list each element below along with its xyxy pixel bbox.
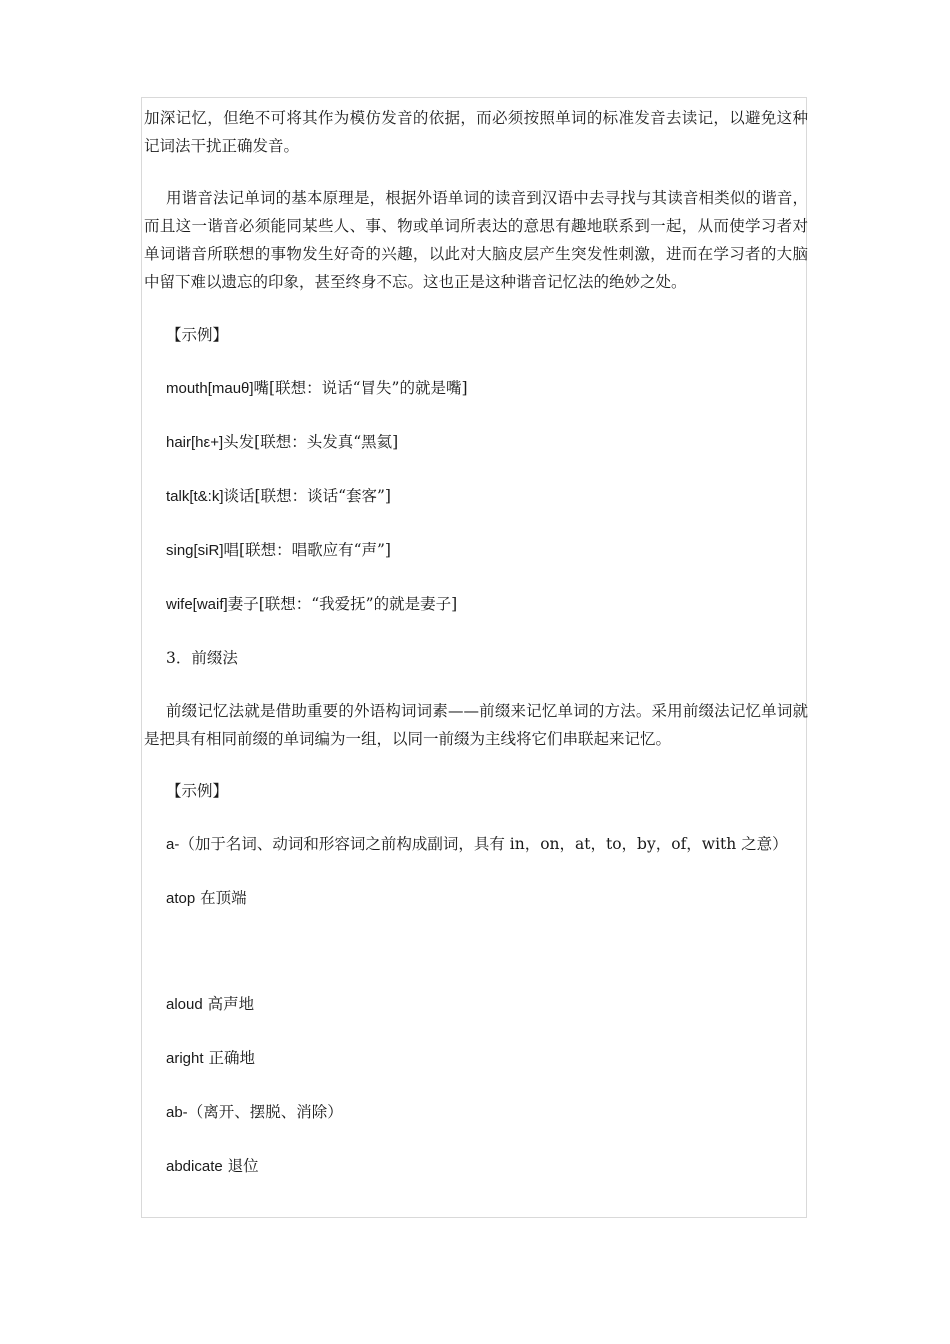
- paragraph-homophone-principle: 用谐音法记单词的基本原理是，根据外语单词的读音到汉语中去寻找与其读音相类似的谐音，而且这一谐音必须能同某些人、事、物或单词所表达的意思有趣地联系到一起，从而使学习者对单词谐音所联想的事物发生好奇的兴趣，以此对大脑皮层产生突发性刺激，进而在学习者的大脑中留下难以遗忘的印象，甚至终身不忘。这也正是这种谐音记忆法的绝妙之处。: [144, 189, 808, 291]
- example-heading: 【示例】: [166, 782, 229, 800]
- example-word: aright: [166, 1050, 204, 1067]
- example-word: mouth[mauθ]: [166, 380, 254, 397]
- prefix-example-item: [144, 884, 808, 913]
- example-word: wife[waif]: [166, 596, 228, 613]
- example-heading: 【示例】: [166, 326, 229, 344]
- homophone-example-item: [144, 482, 808, 511]
- homophone-example-item: [144, 374, 808, 403]
- prefix-example-item: [144, 1098, 808, 1127]
- example-meaning: 正确地: [203, 1049, 255, 1067]
- section-heading-prefix-method: 3．前缀法: [166, 649, 238, 667]
- homophone-example-item: [144, 590, 808, 619]
- prefix-example-item: [144, 990, 808, 1019]
- example-meaning: 退位: [222, 1157, 259, 1175]
- prefix-example-item: [144, 830, 808, 859]
- example-word: hair[hε+]: [166, 434, 224, 451]
- prefix-example-item: [144, 1152, 808, 1181]
- example-word: aloud: [166, 996, 203, 1013]
- paragraph-prefix-method: 前缀记忆法就是借助重要的外语构词词素——前缀来记忆单词的方法。采用前缀法记忆单词就是把具有相同前缀的单词编为一组，以同一前缀为主线将它们串联起来记忆。: [144, 702, 808, 748]
- example-meaning: 头发[联想：头发真“黑氦]: [223, 433, 399, 451]
- homophone-example-item: [144, 536, 808, 565]
- example-meaning: 嘴[联想：说话“冒失”的就是嘴]: [253, 379, 468, 397]
- homophone-example-item: [144, 428, 808, 457]
- example-meaning: 唱[联想：唱歌应有“声”]: [223, 541, 391, 559]
- example-word: sing[siR]: [166, 542, 224, 559]
- example-word: abdicate: [166, 1158, 223, 1175]
- paragraph-intro-continued: 加深记忆，但绝不可将其作为模仿发音的依据，而必须按照单词的标准发音去读记，以避免这种记词法干扰正确发音。: [144, 109, 808, 155]
- example-meaning: （离开、摆脱、消除）: [187, 1103, 343, 1121]
- example-word: a-: [166, 836, 180, 853]
- example-meaning: 谈话[联想：谈话“套客”]: [223, 487, 391, 505]
- document-body: [144, 104, 808, 1181]
- example-meaning: （加于名词、动词和形容词之前构成副词，具有 in，on，at，to，by，of，with 之意）: [179, 835, 788, 853]
- example-word: talk[t&:k]: [166, 488, 224, 505]
- example-meaning: 在顶端: [195, 889, 247, 907]
- prefix-example-item: [144, 1044, 808, 1073]
- example-word: atop: [166, 890, 196, 907]
- example-meaning: 妻子[联想：“我爱抚”的就是妻子]: [227, 595, 458, 613]
- example-meaning: 高声地: [202, 995, 255, 1013]
- example-word: ab-: [166, 1104, 188, 1121]
